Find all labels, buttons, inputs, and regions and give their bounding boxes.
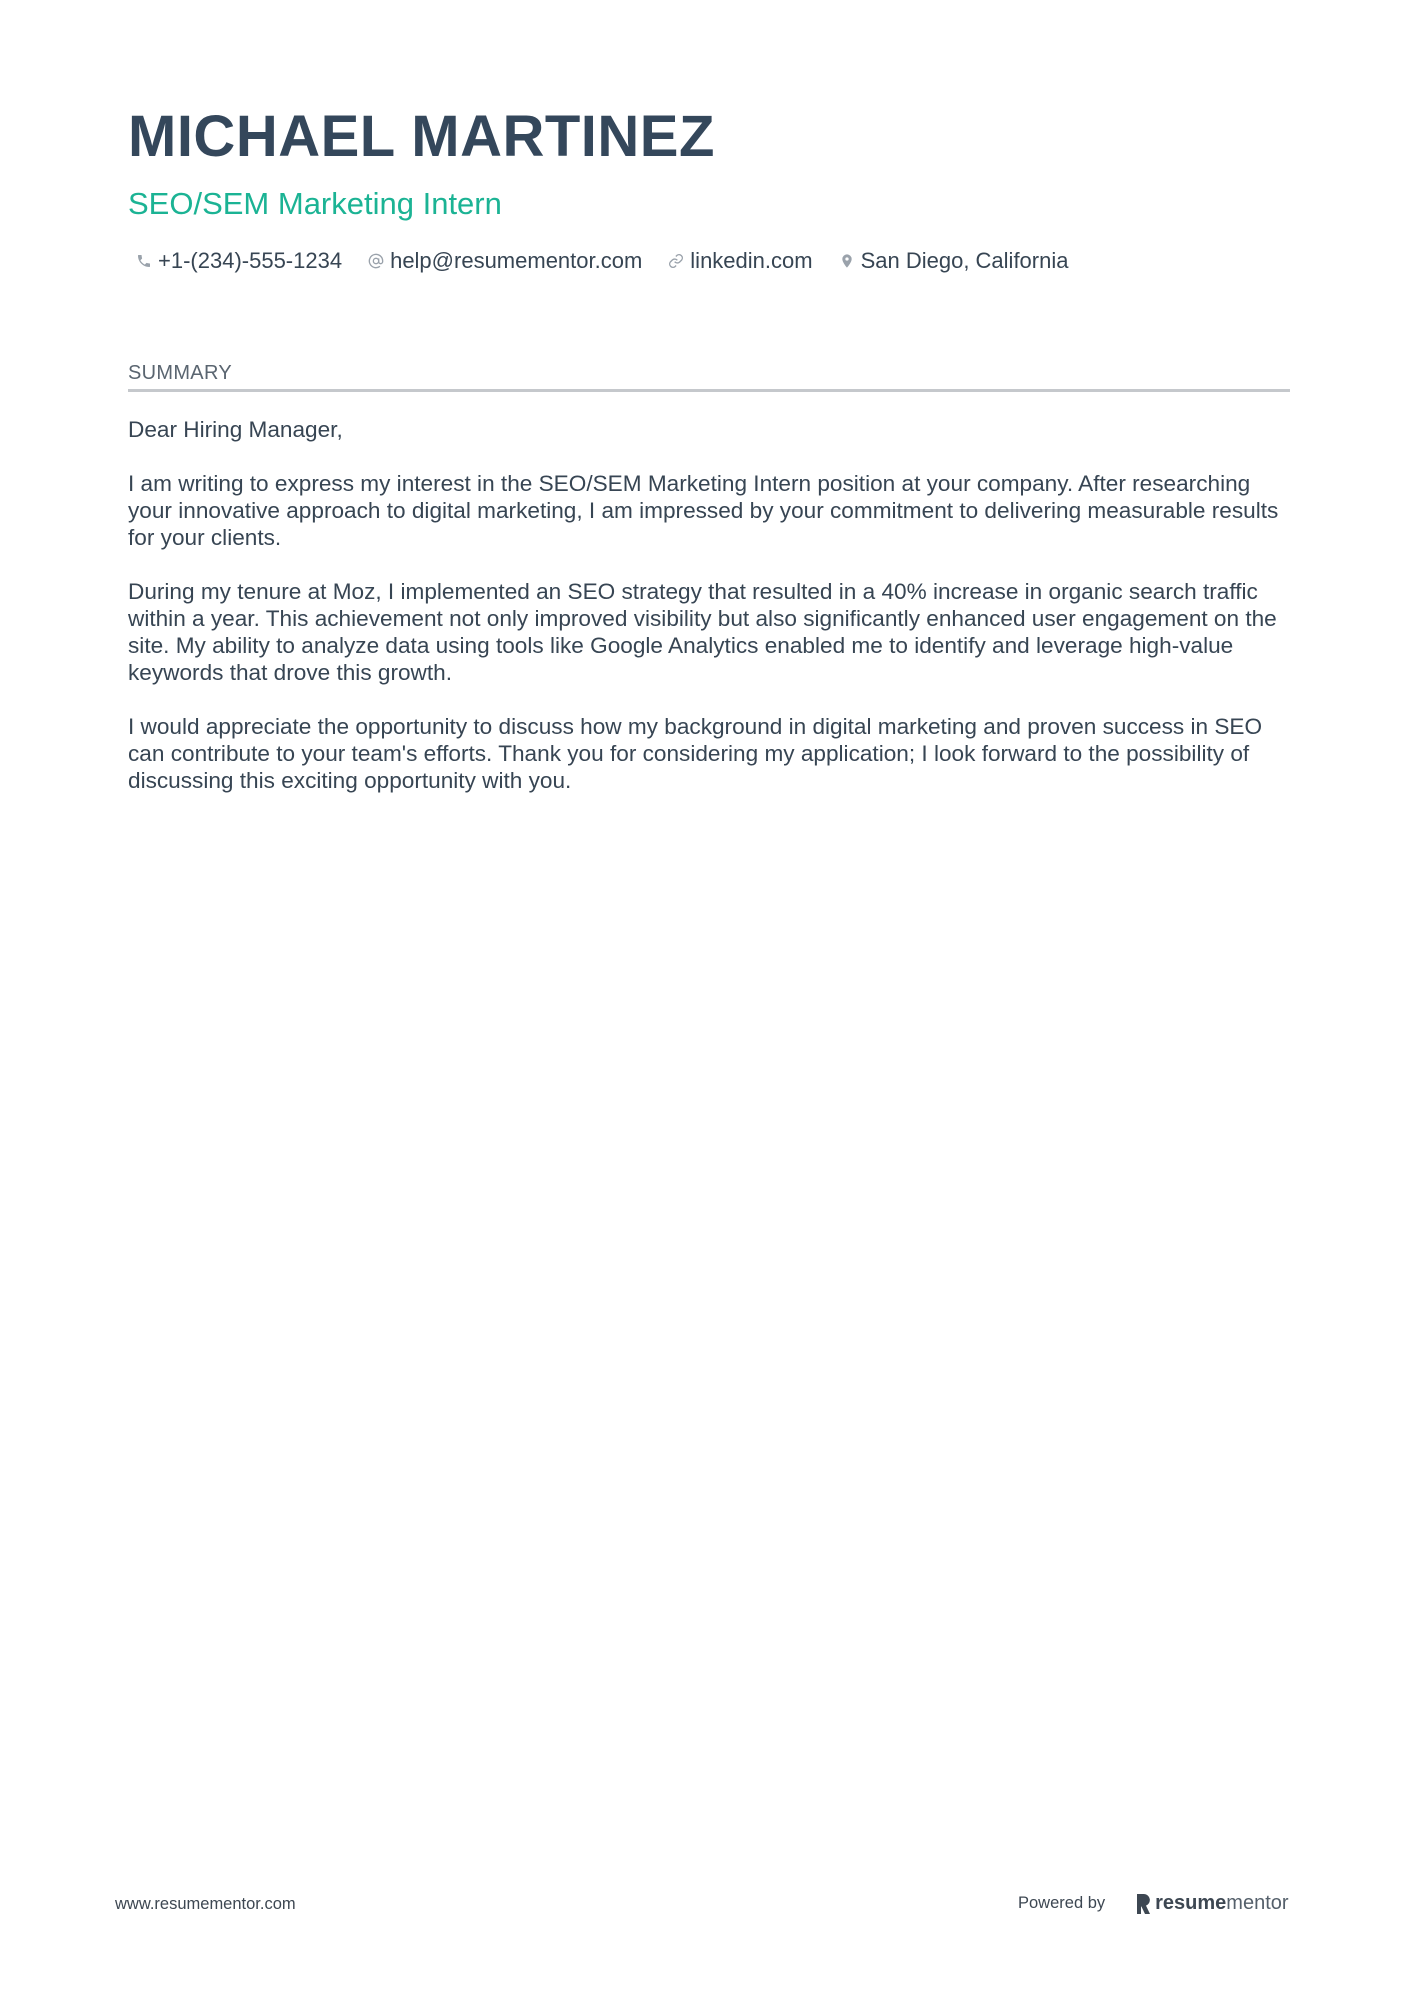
job-title: SEO/SEM Marketing Intern bbox=[128, 186, 502, 221]
brand-name-light: mentor bbox=[1226, 1892, 1289, 1914]
letter-paragraph: During my tenure at Moz, I implemented an SEO strategy that resulted in a 40% increase in organic search traffic within a year. This achievement not only improved visibility but also significantly enhanced user engagement on the site. My ability to analyze data using tools like Google Analytics enabled me to identify and leverage high-value keywords that drove this growth. bbox=[128, 579, 1277, 685]
contact-location bbox=[839, 248, 1069, 274]
at-sign-icon bbox=[368, 253, 384, 269]
linkedin-text[interactable]: linkedin.com bbox=[690, 248, 813, 273]
letter-paragraph: I am writing to express my interest in the SEO/SEM Marketing Intern position at your company. After researching your innovative approach to digital marketing, I am impressed by your commitment to delivering measurable results for your clients. bbox=[128, 471, 1279, 550]
resumementor-logo-icon bbox=[1135, 1894, 1151, 1914]
footer-branding bbox=[1018, 1892, 1289, 1915]
contact-linkedin[interactable] bbox=[668, 248, 812, 274]
brand-name-bold: resume bbox=[1155, 1892, 1227, 1914]
phone-icon bbox=[136, 253, 152, 269]
contact-email[interactable] bbox=[368, 248, 642, 274]
candidate-name: MICHAEL MARTINEZ bbox=[128, 104, 715, 169]
cover-letter-body bbox=[128, 416, 1293, 821]
contact-phone bbox=[136, 248, 342, 274]
contact-bar bbox=[136, 248, 1068, 274]
powered-by-label: Powered by bbox=[1018, 1894, 1106, 1912]
location-text: San Diego, California bbox=[860, 248, 1069, 273]
email-text[interactable]: help@resumementor.com bbox=[390, 248, 643, 273]
map-pin-icon bbox=[839, 253, 855, 269]
link-icon bbox=[668, 253, 684, 269]
summary-heading: SUMMARY bbox=[128, 362, 1290, 392]
phone-text: +1-(234)-555-1234 bbox=[158, 248, 343, 273]
brand-logo[interactable] bbox=[1135, 1892, 1288, 1915]
letter-salutation: Dear Hiring Manager, bbox=[128, 417, 343, 442]
letter-paragraph: I would appreciate the opportunity to discuss how my background in digital marketing and proven success in SEO can contribute to your team's efforts. Thank you for considering my application; I look forward to the possibility of discussing this exciting opportunity with you. bbox=[128, 714, 1263, 793]
footer-website[interactable]: www.resumementor.com bbox=[115, 1895, 296, 1913]
